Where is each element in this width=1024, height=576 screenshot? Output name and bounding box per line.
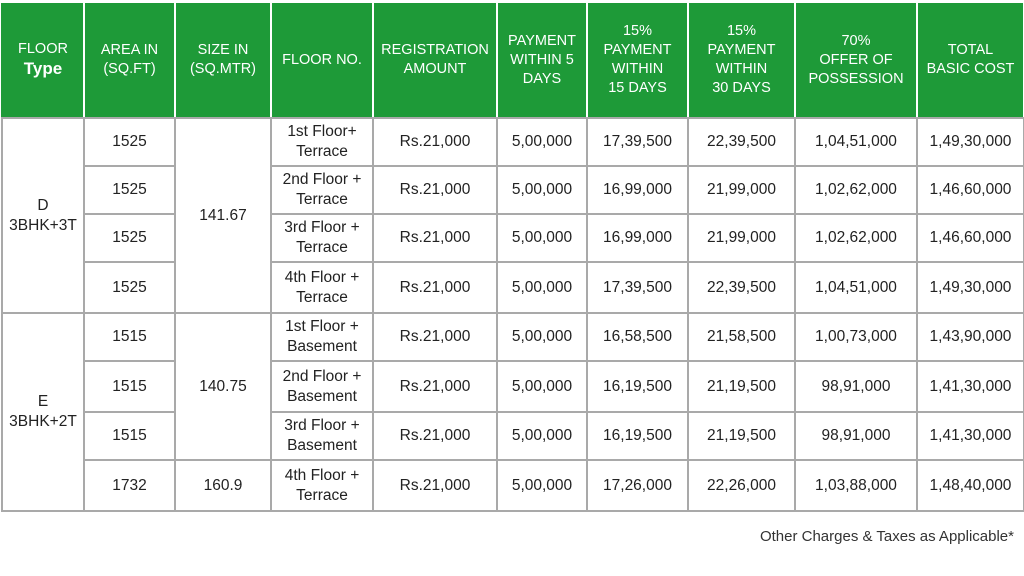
size-cell: 141.67 [175,118,271,313]
total-cell: 1,41,30,000 [917,412,1024,460]
floor-line: 3rd Floor + [284,219,360,236]
payment-5-cell: 5,00,000 [497,118,587,166]
header-line: REGISTRATION [381,42,489,58]
payment-5-cell: 5,00,000 [497,166,587,214]
floor-line: Terrace [296,191,348,208]
floor-type-code: D [37,196,49,214]
registration-cell: Rs.21,000 [373,166,497,214]
total-cell: 1,46,60,000 [917,214,1024,262]
payment-15-cell: 17,39,500 [587,118,688,166]
payment-5-cell: 5,00,000 [497,412,587,460]
header-line: AREA IN [100,42,159,58]
floor-line: 4th Floor + [284,466,360,484]
payment-15-cell: 17,39,500 [587,262,688,313]
area-cell: 1515 [84,361,175,412]
header-line: WITHIN 5 [510,51,574,68]
size-cell: 140.75 [175,313,271,460]
payment-30-cell: 21,19,500 [688,412,795,460]
header-total [917,2,1024,118]
floor-line: 3rd Floor + [284,417,360,434]
payment-30-cell: 21,19,500 [688,361,795,412]
possession-cell: 98,91,000 [795,412,917,460]
header-line: DAYS [522,70,562,87]
floor-no-cell [271,361,373,412]
payment-30-cell: 22,39,500 [688,262,795,313]
area-cell: 1515 [84,313,175,361]
payment-15-cell: 16,19,500 [587,361,688,412]
table-row [2,118,1024,166]
header-line: 70% [841,32,871,49]
floor-no-cell [271,118,373,166]
area-cell: 1525 [84,166,175,214]
payment-15-cell: 16,19,500 [587,412,688,460]
payment-30-cell: 22,39,500 [688,118,795,166]
floor-no-cell [271,262,373,313]
payment-15-cell: 16,99,000 [587,166,688,214]
floor-no-cell [271,214,373,262]
floor-line: Terrace [296,486,348,504]
payment-15-cell: 16,99,000 [587,214,688,262]
area-cell: 1525 [84,214,175,262]
possession-cell: 1,03,88,000 [795,460,917,511]
payment-30-cell: 21,99,000 [688,214,795,262]
possession-cell: 1,02,62,000 [795,214,917,262]
possession-cell: 98,91,000 [795,361,917,412]
possession-cell: 1,04,51,000 [795,118,917,166]
payment-30-cell: 22,26,000 [688,460,795,511]
table-row [2,412,1024,460]
floor-line: Basement [287,338,357,355]
header-line: SIZE IN [197,42,249,58]
registration-cell: Rs.21,000 [373,262,497,313]
floor-no-cell [271,166,373,214]
header-line: POSSESSION [808,70,904,87]
size-cell: 160.9 [175,460,271,511]
payment-15-cell: 17,26,000 [587,460,688,511]
header-line: TOTAL [947,42,994,58]
possession-cell: 1,02,62,000 [795,166,917,214]
floor-line: Terrace [296,239,348,256]
total-cell: 1,49,30,000 [917,262,1024,313]
header-line: FLOOR NO. [282,51,362,68]
header-line: 15 DAYS [608,80,667,96]
payment-5-cell: 5,00,000 [497,313,587,361]
payment-5-cell: 5,00,000 [497,361,587,412]
header-floor-type [2,2,84,118]
floor-type-cell [2,118,84,313]
possession-cell: 1,00,73,000 [795,313,917,361]
floor-type-cell [2,313,84,511]
table-row [2,460,1024,511]
payment-5-cell: 5,00,000 [497,262,587,313]
table-row [2,214,1024,262]
floor-line: 1st Floor + [285,318,359,335]
header-line: 30 DAYS [712,80,771,96]
registration-cell: Rs.21,000 [373,412,497,460]
floor-no-cell [271,412,373,460]
registration-cell: Rs.21,000 [373,118,497,166]
payment-30-cell: 21,58,500 [688,313,795,361]
header-payment-5-days [497,2,587,118]
header-payment-30-days [688,2,795,118]
registration-cell: Rs.21,000 [373,361,497,412]
header-line: OFFER OF [819,51,893,68]
footnote: Other Charges & Taxes as Applicable* [759,528,1014,545]
floor-no-cell [271,313,373,361]
header-line: FLOOR [18,41,68,57]
table-row [2,262,1024,313]
registration-cell: Rs.21,000 [373,313,497,361]
header-line: WITHIN [715,61,768,77]
header-size [175,2,271,118]
table-row [2,166,1024,214]
total-cell: 1,41,30,000 [917,361,1024,412]
price-table [1,1,1024,512]
header-line: Type [23,59,63,78]
header-row [2,2,1024,118]
possession-cell: 1,04,51,000 [795,262,917,313]
payment-30-cell: 21,99,000 [688,166,795,214]
area-cell: 1525 [84,118,175,166]
header-line: PAYMENT [603,42,672,58]
header-line: (SQ.MTR) [189,61,257,77]
total-cell: 1,48,40,000 [917,460,1024,511]
floor-type-code: E [37,393,49,410]
floor-line: 2nd Floor + [282,367,362,385]
floor-line: Basement [287,387,357,405]
registration-cell: Rs.21,000 [373,214,497,262]
area-cell: 1732 [84,460,175,511]
floor-type-config: 3BHK+3T [9,216,77,234]
header-area [84,2,175,118]
registration-cell: Rs.21,000 [373,460,497,511]
header-line: BASIC COST [926,61,1015,77]
header-line: WITHIN [611,61,664,77]
total-cell: 1,43,90,000 [917,313,1024,361]
floor-line: Terrace [296,143,348,160]
header-possession [795,2,917,118]
table-row [2,313,1024,361]
header-line: 15% [622,23,653,39]
payment-5-cell: 5,00,000 [497,214,587,262]
header-line: AMOUNT [403,61,467,77]
header-payment-15-days [587,2,688,118]
header-line: 15% [726,23,757,39]
table-row [2,361,1024,412]
header-line: (SQ.FT) [103,61,156,77]
area-cell: 1515 [84,412,175,460]
floor-line: Terrace [296,288,348,306]
floor-line: Basement [287,437,357,454]
payment-15-cell: 16,58,500 [587,313,688,361]
floor-no-cell [271,460,373,511]
floor-line: 2nd Floor + [282,171,362,188]
header-line: PAYMENT [508,32,576,49]
floor-line: 1st Floor+ [287,123,357,140]
header-line: PAYMENT [707,42,776,58]
header-floor-no [271,2,373,118]
total-cell: 1,46,60,000 [917,166,1024,214]
payment-5-cell: 5,00,000 [497,460,587,511]
total-cell: 1,49,30,000 [917,118,1024,166]
floor-line: 4th Floor + [284,268,360,286]
header-registration [373,2,497,118]
floor-type-config: 3BHK+2T [9,413,77,430]
area-cell: 1525 [84,262,175,313]
